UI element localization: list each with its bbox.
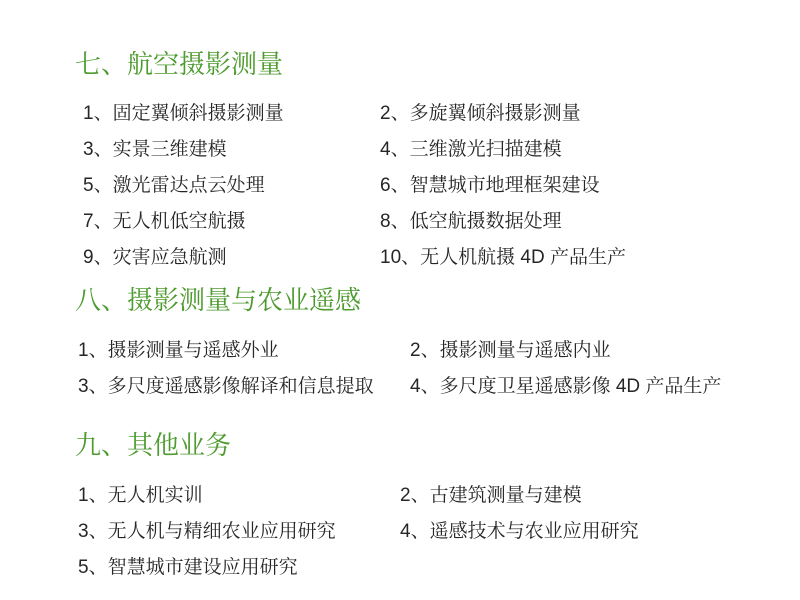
list-row [0, 168, 800, 204]
list-item: 1、摄影测量与遥感外业 [78, 340, 279, 361]
list-item: 5、智慧城市建设应用研究 [78, 557, 298, 578]
list-item: 6、智慧城市地理框架建设 [380, 175, 600, 196]
list-row [0, 550, 800, 586]
list-row [0, 204, 800, 240]
list-row [0, 478, 800, 514]
list-row [0, 132, 800, 168]
list-item: 4、多尺度卫星遥感影像 4D 产品生产 [410, 376, 722, 397]
list-item: 4、三维激光扫描建模 [380, 139, 562, 160]
section-title-other-business: 九、其他业务 [75, 430, 232, 460]
list-item: 5、激光雷达点云处理 [83, 175, 265, 196]
list-item: 9、灾害应急航测 [83, 247, 227, 268]
section-list-aerial-photogrammetry [0, 96, 800, 276]
list-row [0, 369, 800, 405]
list-item: 4、遥感技术与农业应用研究 [400, 521, 639, 542]
list-item: 7、无人机低空航摄 [83, 211, 246, 232]
list-row [0, 333, 800, 369]
list-item: 3、实景三维建模 [83, 139, 227, 160]
list-item: 3、多尺度遥感影像解译和信息提取 [78, 376, 374, 397]
section-title-aerial-photogrammetry: 七、航空摄影测量 [75, 49, 284, 79]
section-list-other-business [0, 478, 800, 586]
list-item: 2、古建筑测量与建模 [400, 485, 582, 506]
section-title-photogrammetry-agriculture-remote-sensing: 八、摄影测量与农业遥感 [75, 285, 362, 315]
list-item: 2、摄影测量与遥感内业 [410, 340, 611, 361]
list-row [0, 96, 800, 132]
list-item: 10、无人机航摄 4D 产品生产 [380, 247, 626, 268]
list-row [0, 240, 800, 276]
list-item: 1、无人机实训 [78, 485, 203, 506]
list-item: 3、无人机与精细农业应用研究 [78, 521, 336, 542]
section-list-photogrammetry-agriculture-remote-sensing [0, 333, 800, 405]
list-item: 1、固定翼倾斜摄影测量 [83, 103, 284, 124]
list-row [0, 514, 800, 550]
list-item: 2、多旋翼倾斜摄影测量 [380, 103, 581, 124]
list-item: 8、低空航摄数据处理 [380, 211, 562, 232]
